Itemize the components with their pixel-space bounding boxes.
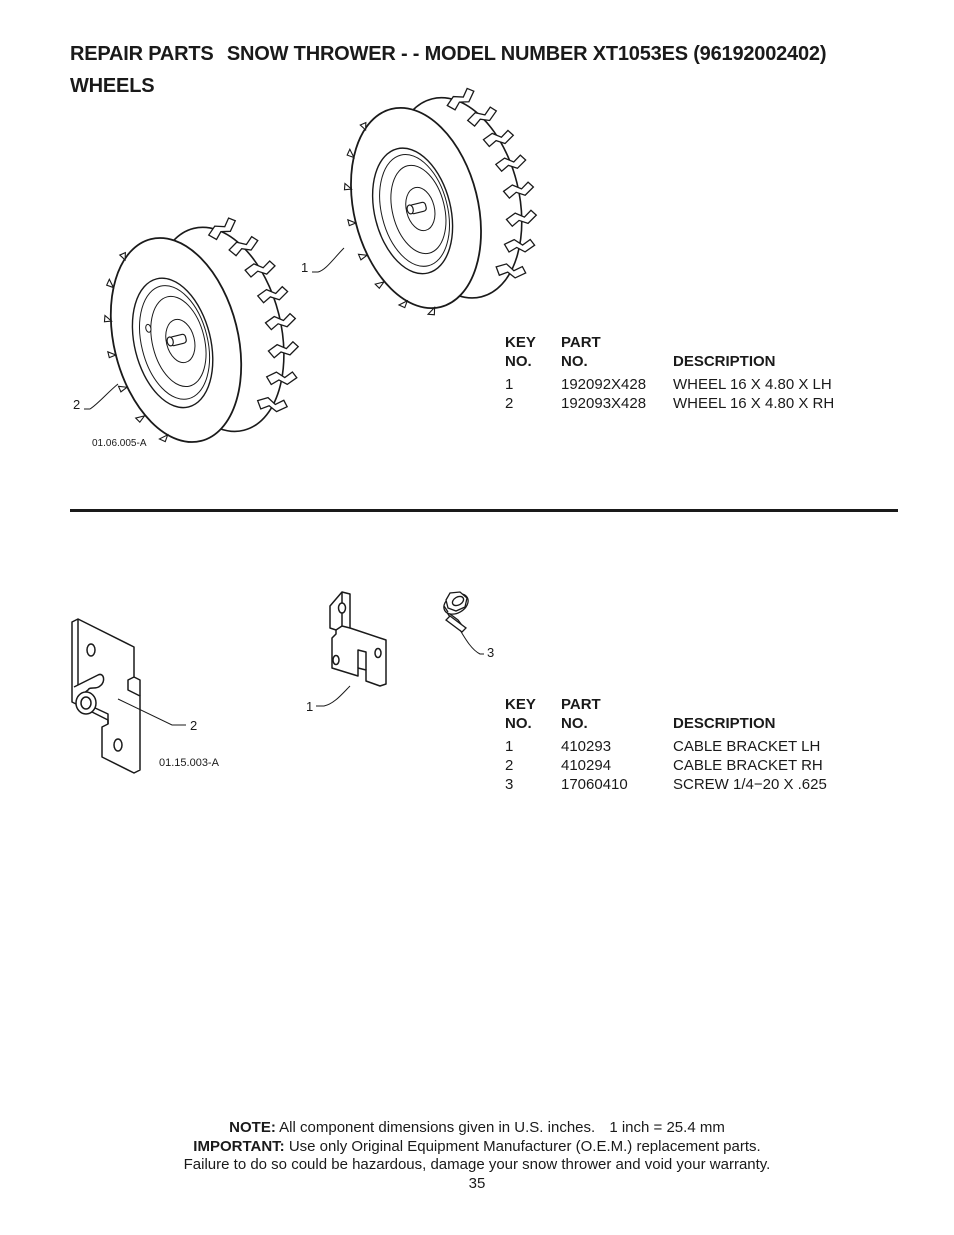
note-line: NOTE: All component dimensions given in U.S. inches. 1 inch = 25.4 mm: [229, 1119, 725, 1136]
wheels-parts-table: [505, 333, 905, 413]
section-divider: [70, 509, 898, 512]
table-row: 2 192093X428 WHEEL 16 X 4.80 X RH: [505, 395, 835, 412]
brackets-table-header: [505, 695, 905, 733]
title-line-2: WHEELS: [70, 75, 155, 97]
brackets-parts-table: [505, 695, 905, 794]
table-row: 1 410293 CABLE BRACKET LH: [505, 738, 821, 755]
table-row: 2 410294 CABLE BRACKET RH: [505, 757, 823, 774]
part-no-header: PART NO.: [561, 696, 601, 732]
bracket-lh-callout: [306, 686, 350, 714]
cable-bracket-rh-drawing: [72, 619, 140, 773]
page-number: 35: [468, 1174, 486, 1192]
warning-line: Failure to do so could be hazardous, damage your snow thrower and void your warranty.: [183, 1156, 771, 1173]
key-no-header: KEY NO.: [505, 334, 536, 370]
table-row: 1 192092X428 WHEEL 16 X 4.80 X LH: [505, 376, 832, 393]
part-no-header: PART NO.: [561, 334, 601, 370]
wheels-figure-code: 01.06.005-A: [92, 438, 147, 449]
description-header: DESCRIPTION: [673, 353, 776, 370]
wheel-1-drawing: [323, 76, 557, 329]
screw-drawing: [440, 590, 472, 632]
svg-text:1: 1: [301, 260, 309, 275]
wheel-1-callout: [301, 248, 344, 275]
wheel-2-callout: [73, 384, 118, 412]
important-line: IMPORTANT: Use only Original Equipment Manufacturer (O.E.M.) replacement parts.: [193, 1137, 761, 1155]
wheel-2-drawing: [83, 206, 319, 458]
svg-text:2: 2: [190, 718, 198, 733]
description-header: DESCRIPTION: [673, 715, 776, 732]
wheels-table-header: [505, 333, 905, 371]
svg-text:2: 2: [73, 397, 81, 412]
page-footer: [0, 1119, 954, 1193]
screw-callout: [460, 630, 494, 660]
key-no-header: KEY NO.: [505, 696, 536, 732]
title-model: SNOW THROWER - - MODEL NUMBER XT1053ES (96192002402): [226, 43, 827, 65]
brackets-figure-code: 01.15.003-A: [159, 757, 219, 769]
svg-text:1: 1: [306, 699, 314, 714]
table-row: 3 17060410 SCREW 1/4−20 X .625: [505, 776, 827, 793]
cable-bracket-lh-drawing: [330, 592, 386, 686]
svg-text:3: 3: [487, 645, 495, 660]
title-section: REPAIR PARTS: [70, 43, 214, 65]
